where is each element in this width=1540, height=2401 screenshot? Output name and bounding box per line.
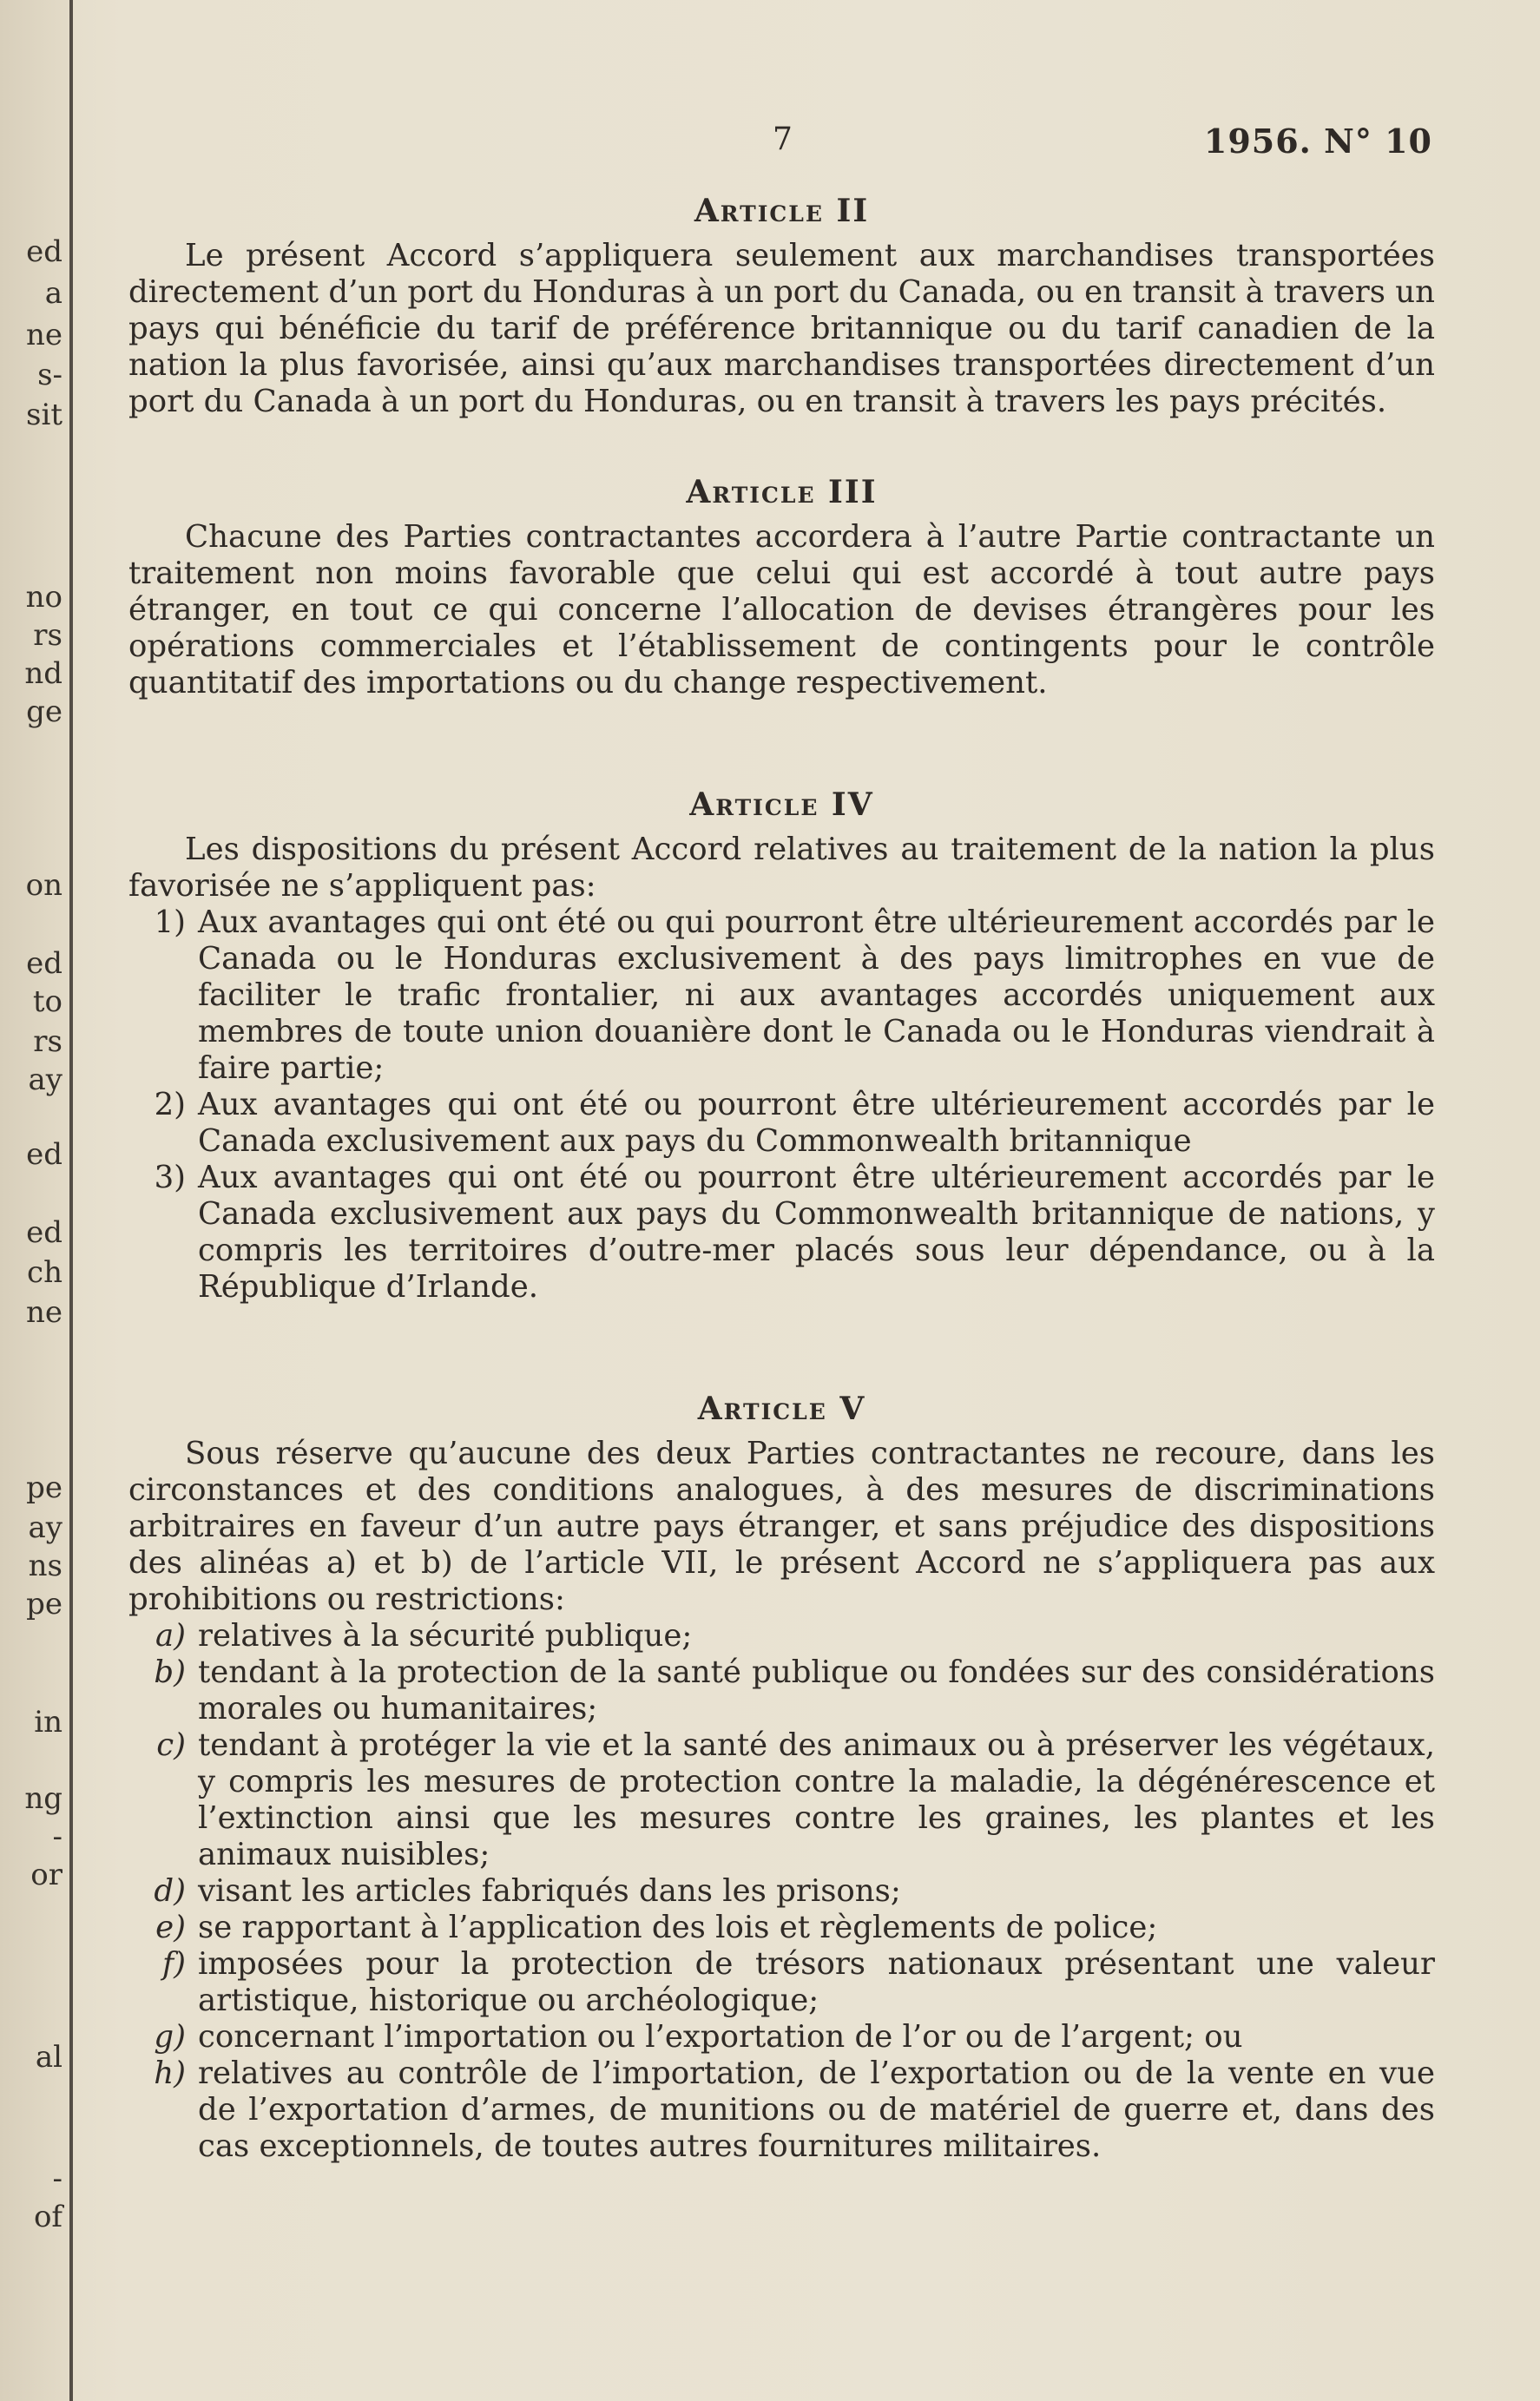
item-text: relatives au contrôle de l’importation, de l’exportation ou de la vente en vue de l’exportation d’armes, de munitions ou de matériel de guerre et, dans des cas exceptionnels, de toutes autres fournitures militaires. bbox=[198, 2056, 1435, 2164]
fragment: ne bbox=[25, 1295, 63, 1330]
list-item bbox=[128, 2056, 1435, 2165]
list-item bbox=[128, 1618, 1435, 1654]
item-text: tendant à la protection de la santé publique ou fondées sur des considérations morales ou humanitaires; bbox=[198, 1654, 1435, 1727]
fragment: on bbox=[25, 868, 63, 903]
item-marker: g) bbox=[154, 2019, 186, 2055]
article-title: Article V bbox=[697, 1391, 866, 1427]
item-marker: d) bbox=[154, 1873, 186, 1909]
item-text: Aux avantages qui ont été ou pourront être ultérieurement accordés par le Canada exclusivement aux pays du Commonwealth britannique bbox=[198, 1087, 1435, 1159]
article-4-list bbox=[128, 904, 1435, 1306]
item-marker: 1) bbox=[154, 904, 186, 940]
left-page-fragments bbox=[0, 0, 68, 2401]
article-2 bbox=[128, 193, 1435, 420]
article-3 bbox=[128, 474, 1435, 701]
fragment: - bbox=[52, 2161, 63, 2196]
item-text: imposées pour la protection de trésors nationaux présentant une valeur artistique, historique ou archéologique; bbox=[198, 1946, 1435, 2018]
article-intro: Les dispositions du présent Accord relatives au traitement de la nation la plus favorisée ne s’appliquent pas: bbox=[128, 832, 1435, 904]
fragment: ed bbox=[26, 1215, 63, 1250]
document-body bbox=[128, 193, 1435, 2165]
fragment: s- bbox=[37, 358, 63, 392]
fragment: ne bbox=[25, 318, 63, 352]
fragment: or bbox=[30, 1858, 63, 1892]
item-marker: a) bbox=[155, 1618, 186, 1654]
list-item bbox=[128, 1087, 1435, 1160]
fragment: no bbox=[25, 580, 63, 615]
article-paragraph: Chacune des Parties contractantes accordera à l’autre Partie contractante un traitement non moins favorable que celui qui est accordé à tout autre pays étranger, en tout ce qui concerne l’allocation de devises étrangères pour les opérations commerciales et l’établissement de contingents pour le contrôle quantitatif des importations ou du change respectivement. bbox=[128, 519, 1435, 701]
article-4 bbox=[128, 786, 1435, 1306]
fragment: ch bbox=[27, 1255, 63, 1290]
item-marker: h) bbox=[154, 2056, 186, 2091]
fragment: pe bbox=[26, 1470, 63, 1505]
article-5-list bbox=[128, 1618, 1435, 2165]
item-text: se rapportant à l’application des lois et règlements de police; bbox=[198, 1910, 1158, 1945]
item-marker: 3) bbox=[154, 1160, 186, 1195]
fragment: ge bbox=[26, 694, 63, 729]
fragment: rs bbox=[33, 618, 63, 653]
page-number: 7 bbox=[773, 122, 793, 157]
item-marker: b) bbox=[154, 1654, 186, 1690]
item-text: tendant à protéger la vie et la santé des animaux ou à préserver les végétaux, y compris les mesures de protection contre la maladie, la dégénérescence et l’extinction ainsi que les mesures contre les graines, les plantes et les animaux nuisibles; bbox=[198, 1727, 1435, 1872]
binding-edge bbox=[69, 0, 73, 2401]
fragment: in bbox=[34, 1705, 63, 1740]
fragment: ed bbox=[26, 1137, 63, 1172]
article-title: Article II bbox=[694, 193, 870, 229]
item-text: concernant l’importation ou l’exportation de l’or ou de l’argent; ou bbox=[198, 2019, 1243, 2055]
list-item bbox=[128, 1946, 1435, 2019]
list-item bbox=[128, 2019, 1435, 2056]
fragment: ns bbox=[28, 1549, 63, 1583]
fragment: nd bbox=[24, 656, 63, 691]
article-title: Article III bbox=[686, 474, 878, 510]
item-marker: 2) bbox=[154, 1087, 186, 1122]
article-paragraph: Le présent Accord s’appliquera seulement aux marchandises transportées directement d’un port du Honduras à un port du Canada, ou en transit à travers un pays qui bénéficie du tarif de préférence britannique ou du tarif canadien de la nation la plus favorisée, ainsi qu’aux marchandises transportées directement d’un port du Canada à un port du Honduras, ou en transit à travers les pays précités. bbox=[128, 238, 1435, 419]
article-intro: Sous réserve qu’aucune des deux Parties contractantes ne recoure, dans les circonstances et des conditions analogues, à des mesures de discriminations arbitraires en faveur d’un autre pays étranger, et sans préjudice des dispositions des alinéas a) et b) de l’article VII, le présent Accord ne s’appliquera pas aux prohibitions ou restrictions: bbox=[128, 1436, 1435, 1617]
item-marker: c) bbox=[156, 1727, 186, 1763]
fragment: ed bbox=[26, 234, 63, 269]
item-text: Aux avantages qui ont été ou pourront être ultérieurement accordés par le Canada exclusivement aux pays du Commonwealth britannique de nations, y compris les territoires d’outre-mer placés sous leur dépendance, ou à la République d’Irlande. bbox=[198, 1160, 1435, 1305]
item-text: relatives à la sécurité publique; bbox=[198, 1618, 693, 1654]
page-header bbox=[130, 122, 1432, 174]
fragment: to bbox=[32, 984, 63, 1019]
fragment: a bbox=[44, 276, 63, 311]
list-item bbox=[128, 1873, 1435, 1910]
document-reference: 1956. N° 10 bbox=[1203, 122, 1432, 161]
article-5 bbox=[128, 1391, 1435, 2165]
list-item bbox=[128, 904, 1435, 1087]
fragment: rs bbox=[33, 1024, 63, 1059]
item-marker: f) bbox=[162, 1946, 186, 1982]
fragment: - bbox=[52, 1819, 63, 1854]
item-marker: e) bbox=[155, 1910, 186, 1945]
article-title: Article IV bbox=[689, 786, 874, 823]
fragment: of bbox=[33, 2200, 63, 2234]
list-item bbox=[128, 1160, 1435, 1306]
fragment: al bbox=[35, 2040, 63, 2075]
list-item bbox=[128, 1727, 1435, 1873]
list-item bbox=[128, 1654, 1435, 1727]
fragment: ng bbox=[24, 1781, 63, 1816]
fragment: pe bbox=[26, 1587, 63, 1621]
fragment: ed bbox=[26, 946, 63, 981]
list-item bbox=[128, 1910, 1435, 1946]
fragment: ay bbox=[28, 1510, 63, 1545]
fragment: sit bbox=[26, 398, 63, 432]
item-text: visant les articles fabriqués dans les prisons; bbox=[198, 1873, 901, 1909]
fragment: ay bbox=[28, 1062, 63, 1097]
item-text: Aux avantages qui ont été ou qui pourront être ultérieurement accordés par le Canada ou le Honduras exclusivement à des pays limitrophes en vue de faciliter le trafic frontalier, ni aux avantages accordés uniquement aux membres de toute union douanière dont le Canada ou le Honduras viendrait à faire partie; bbox=[198, 904, 1435, 1086]
